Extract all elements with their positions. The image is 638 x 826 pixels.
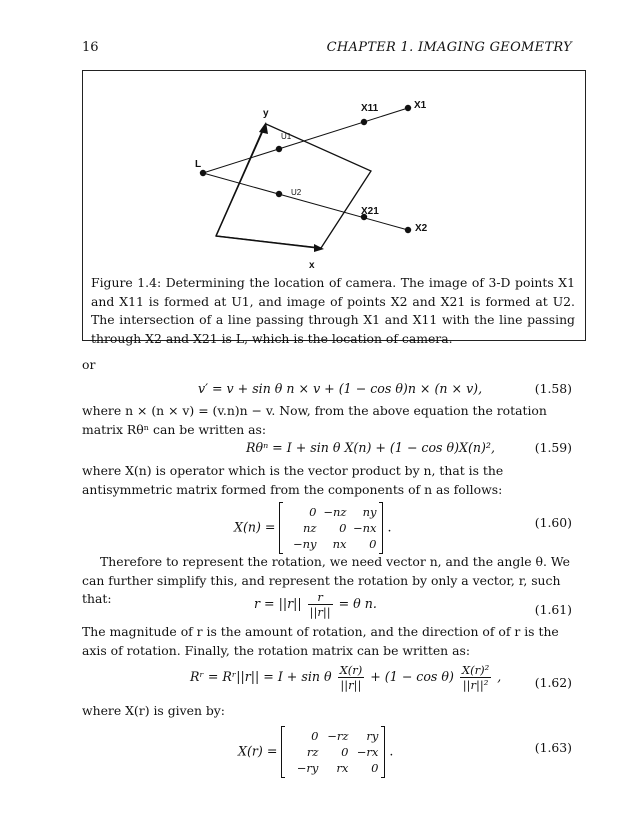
matrix-x-r [281,727,385,777]
equation-number: (1.63) [534,740,572,755]
label-l: L [195,159,202,170]
matrix-lhs: X(r) = [238,743,278,759]
x-axis-arrow [216,236,318,248]
matrix-cell: 0 [309,505,317,519]
matrix-cell: ry [366,729,379,743]
matrix-cell: rx [336,761,349,775]
figure-1-4 [82,70,586,346]
label-x21: X21 [361,206,379,217]
matrix-cell: −ry [296,761,319,775]
matrix-lhs: X(n) = [234,519,276,535]
matrix-cell: 0 [371,761,379,775]
matrix-cell: −ny [292,537,317,551]
fraction-denominator: ||r|| [340,678,362,692]
fraction [308,590,333,619]
point-x2 [405,227,411,233]
matrix-x-n [279,503,383,553]
equation-1-63 [238,727,393,777]
equation-1-58: v′ = v + sin θ n × v + (1 − cos θ)n × (n × v), [198,381,483,396]
matrix-cell: rz [306,745,319,759]
equation-number: (1.59) [534,440,572,455]
fraction-denominator: ||r|| [309,605,331,619]
matrix-cell: −nx [352,521,377,535]
fraction-numerator: X(r) [339,663,363,677]
fraction [338,663,365,692]
eq162-tail: , [497,669,502,684]
fraction-numerator: r [308,590,333,605]
equation-number: (1.62) [534,675,572,690]
equation-1-62 [190,663,501,692]
fraction-numerator: X(r)² [461,663,490,677]
equation-number: (1.60) [534,515,572,530]
eq161-lhs: r = ||r|| [254,596,302,611]
matrix-cell: nz [303,521,317,535]
label-x2: X2 [415,223,428,234]
paragraph-rotation-matrix: where n × (n × v) = (v.n)n − v. Now, from the above equation the rotation matrix Rθⁿ can be written as: [82,403,547,437]
camera-geometry-diagram [83,71,587,271]
matrix-cell: 0 [311,729,319,743]
running-header: CHAPTER 1. IMAGING GEOMETRY [326,40,572,55]
matrix-cell: −rz [327,729,349,743]
point-l [200,170,206,176]
point-u2 [276,191,282,197]
label-x: x [309,260,315,271]
matrix-cell: 0 [369,537,377,551]
matrix-period: . [389,743,394,759]
equation-number: (1.58) [534,381,572,396]
page-number: 16 [82,40,99,55]
paragraph-or: or [82,357,96,372]
ray-l-x2 [203,173,408,230]
y-axis-arrow [216,127,264,236]
label-u1: U1 [281,132,292,141]
label-x11: X11 [361,103,379,114]
matrix-cell: −rx [356,745,379,759]
eq162-lhs: Rʳ = Rʳ||r|| = I + sin θ [190,669,332,684]
figure-caption: Figure 1.4: Determining the location of camera. The image of 3-D points X1 and X11 is formed at U1, and image of points X2 and X21 is formed at U2. The intersection of a line passing through X1 and X11 with the line passing through X2 and X21 is L, which is the location of camera. [91,275,575,346]
point-u1 [276,146,282,152]
ray-l-x1 [203,108,408,173]
label-x1: X1 [414,100,427,111]
fraction-denominator: ||r||² [462,678,489,692]
matrix-cell: 0 [341,745,349,759]
point-x11 [361,119,367,125]
matrix-period: . [387,519,392,535]
paragraph-magnitude: The magnitude of r is the amount of rotation, and the direction of of r is the axis of rotation. Finally, the rotation matrix can be written as: [82,624,559,658]
paragraph-antisymmetric: where X(n) is operator which is the vector product by n, that is the antisymmetric matrix formed from the components of n as follows: [82,463,504,497]
matrix-cell: −nz [323,505,347,519]
matrix-cell: 0 [339,521,347,535]
paragraph-given-by: where X(r) is given by: [82,703,225,718]
label-y: y [263,108,269,119]
point-x1 [405,105,411,111]
equation-1-60 [234,503,392,553]
equation-1-61 [254,590,377,619]
equation-1-59: Rθⁿ = I + sin θ X(n) + (1 − cos θ)X(n)², [246,440,495,455]
label-u2: U2 [291,188,302,197]
eq161-rhs: = θ n. [338,596,377,611]
fraction [460,663,491,692]
image-plane [216,124,371,248]
paragraph-represent-rotation: Therefore to represent the rotation, we need vector n, and the angle θ. We can further simplify this, and represent the rotation by only a vector, r, such that: [82,554,570,606]
eq162-mid: + (1 − cos θ) [370,669,454,684]
equation-number: (1.61) [534,602,572,617]
matrix-cell: ny [362,505,377,519]
matrix-cell: nx [332,537,347,551]
